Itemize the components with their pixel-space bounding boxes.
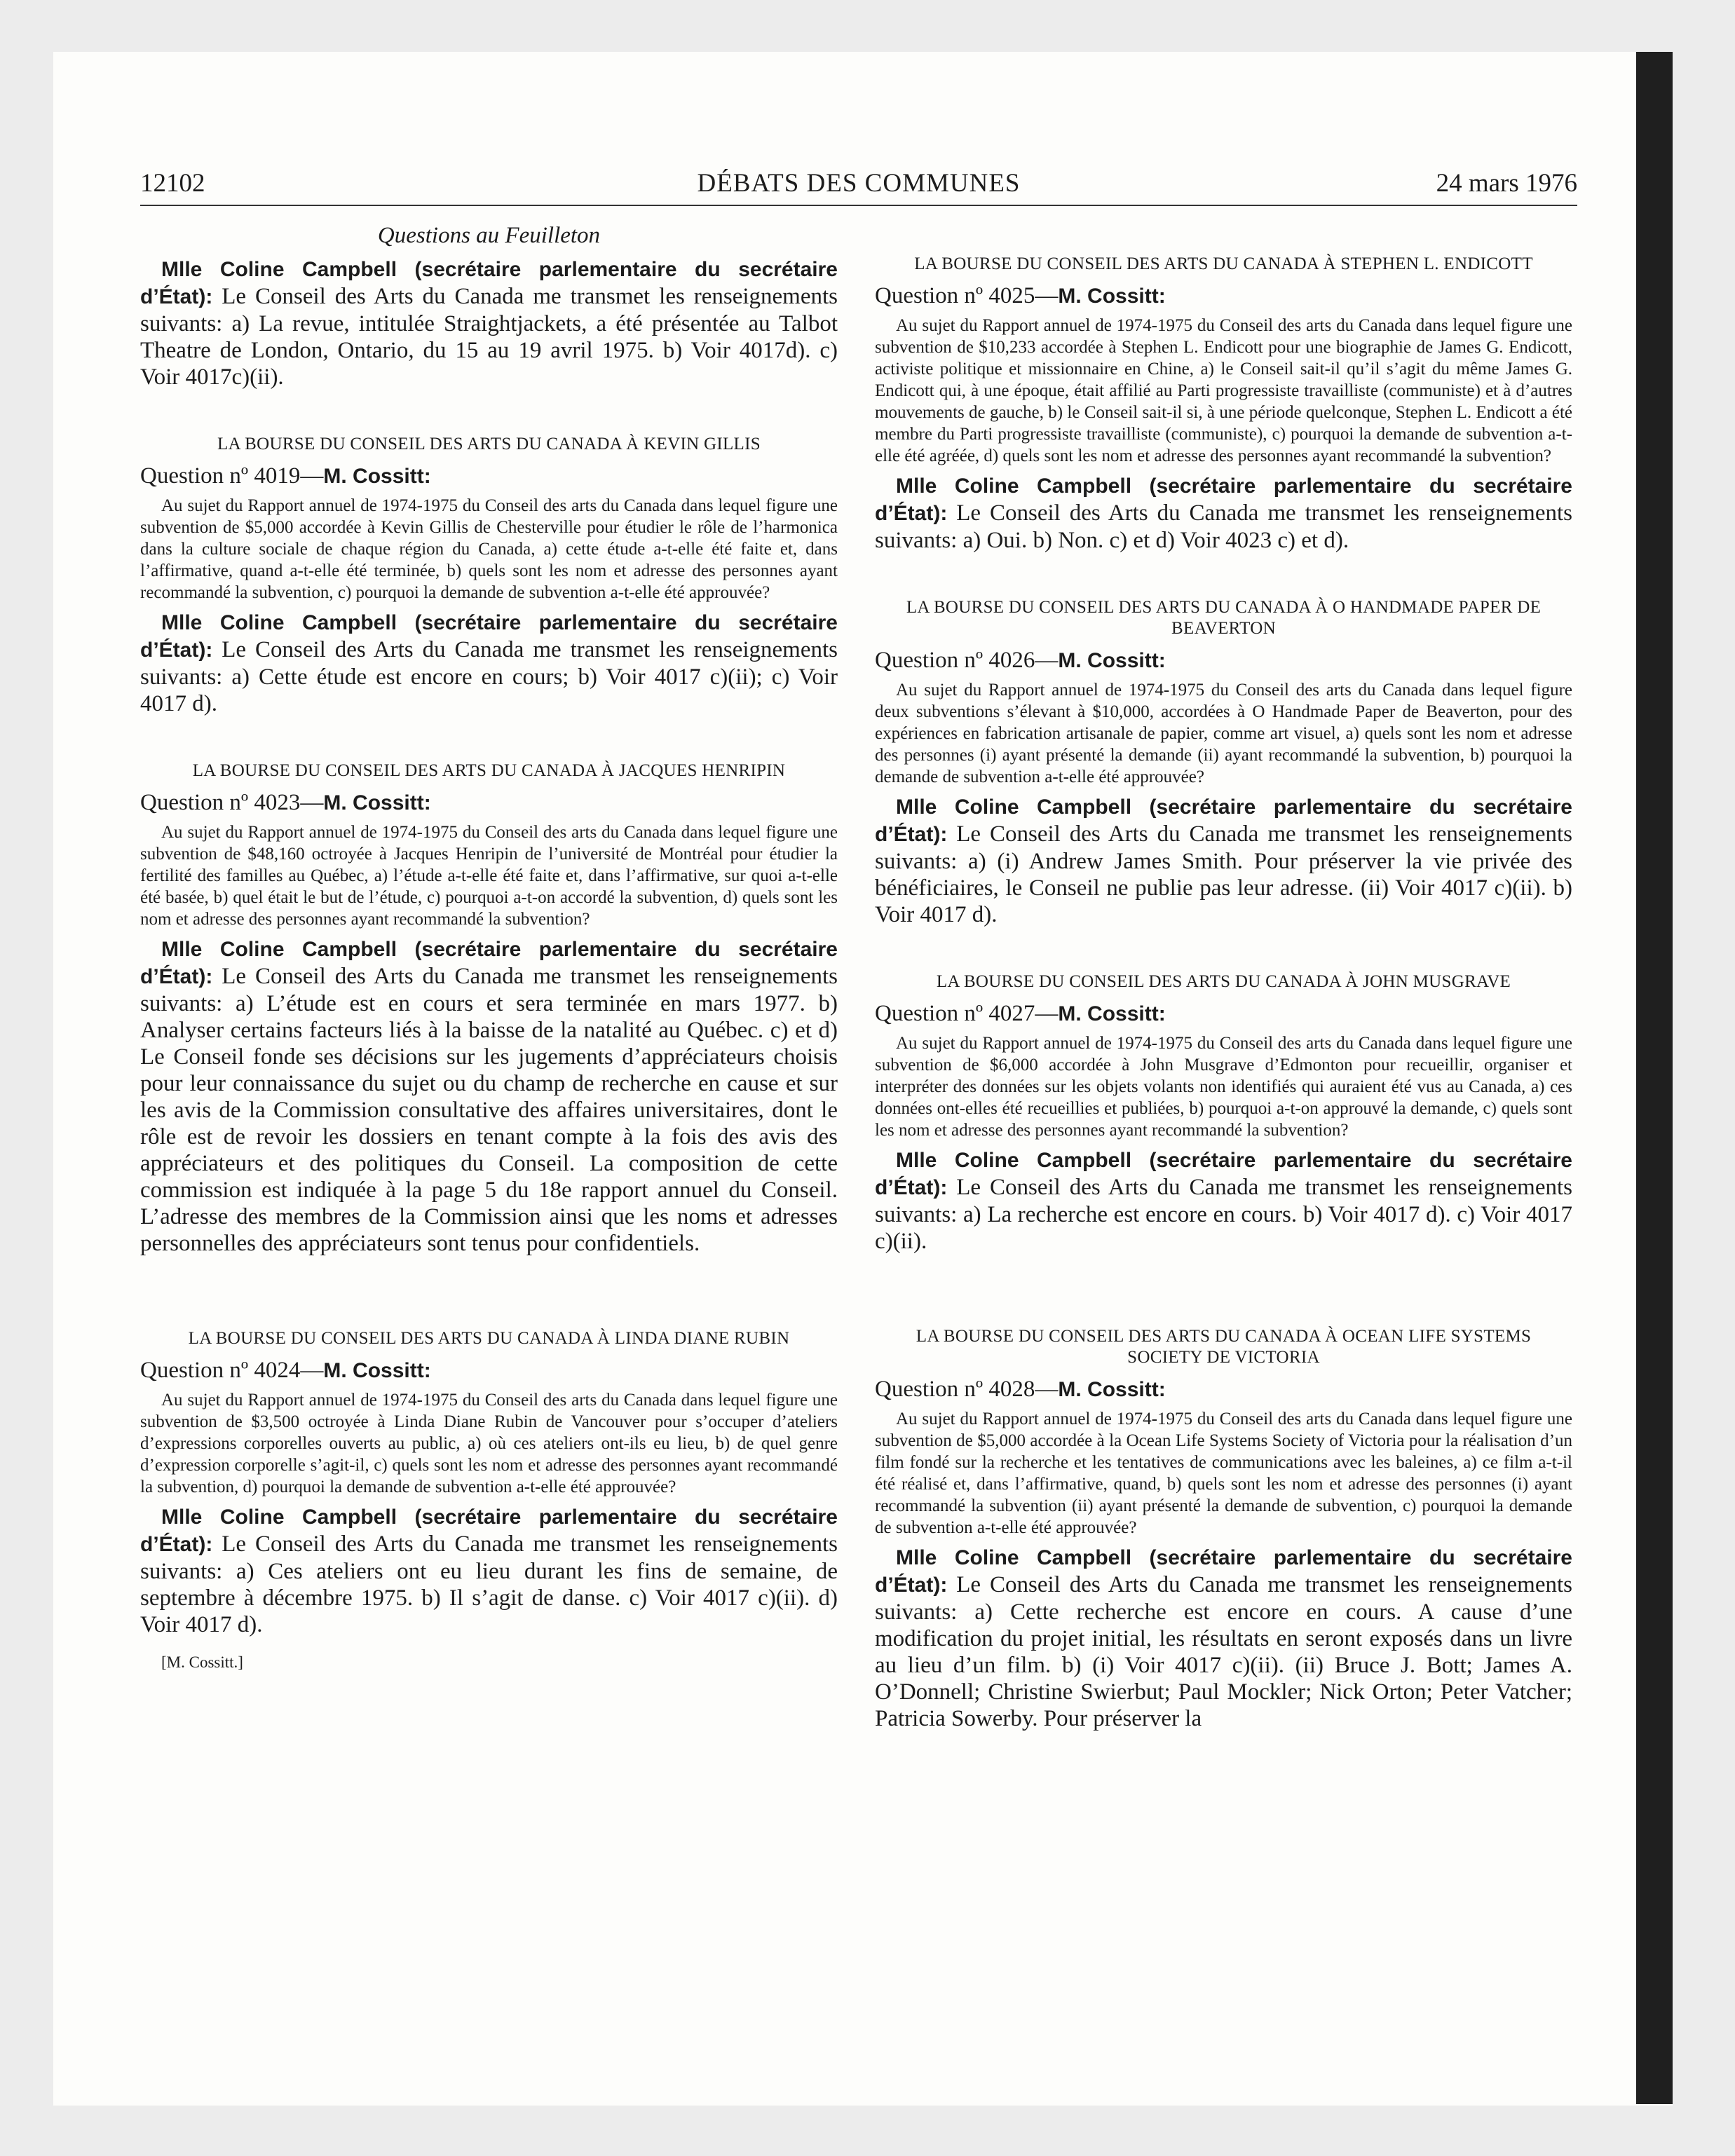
question-text: Au sujet du Rapport annuel de 1974-1975 du Conseil des arts du Canada dans lequel figure une subvention de $6,000 accordée à John Musgrave d’Edmonton pour recueillir, organiser et interpréter des données sur les objets volants non identifiés qui auraient été vus au Canada, a) ces données ont-elles été recueillies et publiées, b) pourquoi a-t-on approuvé la demande, c) quels sont les nom et adresse des personnes ayant recommandé la subvention? bbox=[875, 1034, 1572, 1140]
question-text: Au sujet du Rapport annuel de 1974-1975 du Conseil des arts du Canada dans lequel figure une subvention de $48,160 octroyée à Jacques Henripin de l’université de Montréal pour étudier la fertilité des familles au Québec, a) l’étude a-t-elle été faite et, dans l’affirmative, sur quoi a-t-elle été basée, b) quel était le but de l’étude, c) pourquoi a-t-on accordé la subvention, d) quels sont les nom et adresse des personnes ayant recommandé la subvention? bbox=[140, 823, 838, 929]
question-text: Au sujet du Rapport annuel de 1974-1975 du Conseil des arts du Canada dans lequel figure deux subventions s’élevant à $10,000, accordées à O Handmade Paper de Beaverton, pour des expériences en fabrication artisanale de papier, comme art visuel, a) quels sont les nom et adresse des personnes (i) ayant présenté la demande (ii) ayant recommandé la subvention, b) pourquoi la demande de subvention a-t-elle été approuvée? bbox=[875, 681, 1572, 786]
page-number: 12102 bbox=[140, 169, 205, 198]
question-number: Question nº 4027— bbox=[875, 1001, 1059, 1026]
answer-text: Le Conseil des Arts du Canada me transmet les renseignements suivants: a) Cette recherche est encore en cours. A cause d’une modification du projet initial, les résultats en seront exposés dans un livre au lieu d’un film. b) (i) Voir 4017 c)(ii). (ii) Bruce J. Bott; James A. O’Donnell; Christine Swierbut; Paul Mockler; Nick Orton; Peter Vatcher; Patricia Sowerby. Pour préserver la bbox=[875, 1572, 1572, 1731]
question-line bbox=[140, 1356, 838, 1385]
answer-text: Le Conseil des Arts du Canada me transmet les renseignements suivants: a) Ces ateliers ont eu lieu durant les fins de semaine, de septembre à décembre 1975. b) Il s’agit de danse. c) Voir 4017 c)(ii). d) Voir 4017 d). bbox=[140, 1531, 838, 1637]
question-title: LA BOURSE DU CONSEIL DES ARTS DU CANADA À OCEAN LIFE SYSTEMS SOCIETY DE VICTORIA bbox=[916, 1327, 1532, 1367]
question-text: Au sujet du Rapport annuel de 1974-1975 du Conseil des arts du Canada dans lequel figure une subvention de $5,000 accordée à Kevin Gillis de Chesterville pour étudier le rôle de l’harmonica dans la culture sociale de chaque région du Canada, a) cette étude a-t-elle été faite et, dans l’affirmative, quand a-t-elle été terminée, b) quels sont les nom et adresse des personnes ayant recommandé la subvention, c) pourquoi la demande de subvention a-t-elle été approuvée? bbox=[140, 496, 838, 602]
left-column bbox=[140, 219, 838, 1672]
question-number: Question nº 4019— bbox=[140, 463, 324, 489]
question-number: Question nº 4028— bbox=[875, 1377, 1059, 1402]
section-heading: Questions au Feuilleton bbox=[377, 223, 601, 248]
question-title: LA BOURSE DU CONSEIL DES ARTS DU CANADA À O HANDMADE PAPER DE BEAVERTON bbox=[906, 598, 1542, 638]
answer-text: Le Conseil des Arts du Canada me transmet les renseignements suivants: a) (i) Andrew James Smith. Pour préserver la vie privée des bénéficiaires, le Conseil ne publie pas leur adresse. (ii) Voir 4017 c)(ii). b) Voir 4017 d). bbox=[875, 821, 1572, 927]
asker-name: M. Cossitt: bbox=[323, 1359, 431, 1382]
answer-paragraph bbox=[875, 793, 1572, 928]
answer-text: Le Conseil des Arts du Canada me transmet les renseignements suivants: a) La revue, intitulée Straightjackets, a été présentée au Talbot Theatre de London, Ontario, du 15 au 19 avril 1975. b) Voir 4017d). c) Voir 4017c)(ii). bbox=[140, 284, 838, 390]
answer-paragraph bbox=[875, 472, 1572, 554]
speaker-name: Mlle Coline Campbell (secrétaire parlementaire du secrétaire d’État): bbox=[140, 1506, 838, 1556]
right-column bbox=[875, 219, 1572, 1732]
asker-name: M. Cossitt: bbox=[323, 791, 431, 814]
question-number: Question nº 4024— bbox=[140, 1358, 324, 1383]
answer-text: Le Conseil des Arts du Canada me transmet les renseignements suivants: a) L’étude est en cours et sera terminée en mars 1977. b) Analyser certains facteurs liés à la baisse de la natalité au Québec. c) et d) Le Conseil fonde ses décisions sur les jugements d’appréciateurs choisis pour leur connaissance du sujet ou du champ de recherche en cause et sur les avis de la Commission consultative des affaires universitaires, dont le rôle est de revoir les dossiers en tenant compte à la fois des avis des appréciateurs et des politiques du Conseil. La composition de cette commission est indiquée à la page 5 du 18e rapport annuel du Conseil. L’adresse des membres de la Commission ainsi que les noms et adresses personnelles des appréciateurs sont tenus pour confidentiels. bbox=[140, 964, 838, 1256]
question-line bbox=[875, 282, 1572, 311]
footnote: [M. Cossitt.] bbox=[161, 1653, 243, 1671]
question-number: Question nº 4025— bbox=[875, 283, 1059, 308]
page-date: 24 mars 1976 bbox=[1436, 169, 1577, 198]
speaker-name: Mlle Coline Campbell (secrétaire parlementaire du secrétaire d’État): bbox=[140, 938, 838, 988]
speaker-name: Mlle Coline Campbell (secrétaire parlementaire du secrétaire d’État): bbox=[140, 258, 838, 308]
answer-paragraph bbox=[140, 256, 838, 390]
question-title: LA BOURSE DU CONSEIL DES ARTS DU CANADA À KEVIN GILLIS bbox=[217, 435, 761, 453]
speaker-name: Mlle Coline Campbell (secrétaire parlementaire du secrétaire d’État): bbox=[875, 475, 1572, 525]
question-title: LA BOURSE DU CONSEIL DES ARTS DU CANADA À JACQUES HENRIPIN bbox=[192, 761, 786, 780]
question-line bbox=[875, 646, 1572, 675]
answer-paragraph bbox=[140, 1503, 838, 1638]
speaker-name: Mlle Coline Campbell (secrétaire parlementaire du secrétaire d’État): bbox=[875, 1149, 1572, 1199]
speaker-name: Mlle Coline Campbell (secrétaire parlementaire du secrétaire d’État): bbox=[140, 611, 838, 662]
speaker-name: Mlle Coline Campbell (secrétaire parlementaire du secrétaire d’État): bbox=[875, 796, 1572, 846]
question-text: Au sujet du Rapport annuel de 1974-1975 du Conseil des arts du Canada dans lequel figure une subvention de $3,500 octroyée à Linda Diane Rubin de Vancouver pour s’occuper d’ateliers d’expressions corporelles ouverts au public, a) où ces ateliers ont-ils eu lieu, b) de quel genre d’expression corporelle s’agit-il, c) quels sont les nom et adresse des personnes ayant recommandé la subvention, d) pourquoi la demande de subvention a-t-elle été approuvée? bbox=[140, 1391, 838, 1496]
scan-edge bbox=[1636, 52, 1673, 2104]
question-text: Au sujet du Rapport annuel de 1974-1975 du Conseil des arts du Canada dans lequel figure une subvention de $10,233 accordée à Stephen L. Endicott pour une biographie de James G. Endicott, activiste politique et missionnaire en Chine, a) le Conseil sait-il qu’il s’agit du même James G. Endicott qui, à une époque, était affilié au Parti progressiste travailliste (communiste) et à d’autres mouvements de gauche, b) le Conseil sait-il si, à une période quelconque, Stephen L. Endicott a été membre du Parti progressiste travailliste (communiste), c) pourquoi la demande de subvention a-t-elle été agréée, d) quels sont les nom et adresse des personnes ayant recommandé la subvention? bbox=[875, 316, 1572, 465]
question-title: LA BOURSE DU CONSEIL DES ARTS DU CANADA À JOHN MUSGRAVE bbox=[936, 972, 1511, 991]
answer-paragraph bbox=[140, 609, 838, 717]
asker-name: M. Cossitt: bbox=[1058, 1002, 1166, 1025]
question-line bbox=[875, 999, 1572, 1028]
question-line bbox=[140, 789, 838, 817]
question-line bbox=[140, 462, 838, 491]
running-title: DÉBATS DES COMMUNES bbox=[697, 169, 1021, 198]
answer-text: Le Conseil des Arts du Canada me transmet les renseignements suivants: a) Cette étude est encore en cours; b) Voir 4017 c)(ii); c) Voir 4017 d). bbox=[140, 637, 838, 716]
answer-paragraph bbox=[140, 936, 838, 1257]
question-number: Question nº 4026— bbox=[875, 648, 1059, 673]
page-header bbox=[140, 163, 1577, 206]
answer-text: Le Conseil des Arts du Canada me transmet les renseignements suivants: a) Oui. b) Non. c) et d) Voir 4023 c) et d). bbox=[875, 500, 1572, 553]
answer-paragraph bbox=[875, 1147, 1572, 1255]
speaker-name: Mlle Coline Campbell (secrétaire parlementaire du secrétaire d’État): bbox=[875, 1546, 1572, 1597]
asker-name: M. Cossitt: bbox=[1058, 649, 1166, 672]
question-number: Question nº 4023— bbox=[140, 790, 324, 815]
question-line bbox=[875, 1375, 1572, 1404]
asker-name: M. Cossitt: bbox=[1058, 1378, 1166, 1401]
question-text: Au sujet du Rapport annuel de 1974-1975 du Conseil des arts du Canada dans lequel figure une subvention de $5,000 accordée à la Ocean Life Systems Society of Victoria pour la réalisation d’un film fondé sur la recherche et les tentatives de communications avec les baleines, a) ce film a-t-il été réalisé et, dans l’affirmative, quand, b) quels sont les nom et adresse des personnes (i) ayant recommandé la subvention (ii) ayant présenté la demande de subvention, c) pourquoi la demande de subvention a-t-elle été approuvée? bbox=[875, 1410, 1572, 1537]
asker-name: M. Cossitt: bbox=[323, 465, 431, 488]
question-title: LA BOURSE DU CONSEIL DES ARTS DU CANADA À STEPHEN L. ENDICOTT bbox=[914, 254, 1533, 273]
question-title: LA BOURSE DU CONSEIL DES ARTS DU CANADA À LINDA DIANE RUBIN bbox=[188, 1329, 790, 1348]
asker-name: M. Cossitt: bbox=[1058, 285, 1166, 308]
answer-text: Le Conseil des Arts du Canada me transmet les renseignements suivants: a) La recherche est encore en cours. b) Voir 4017 d). c) Voir 4017 c)(ii). bbox=[875, 1175, 1572, 1254]
answer-paragraph bbox=[875, 1544, 1572, 1732]
